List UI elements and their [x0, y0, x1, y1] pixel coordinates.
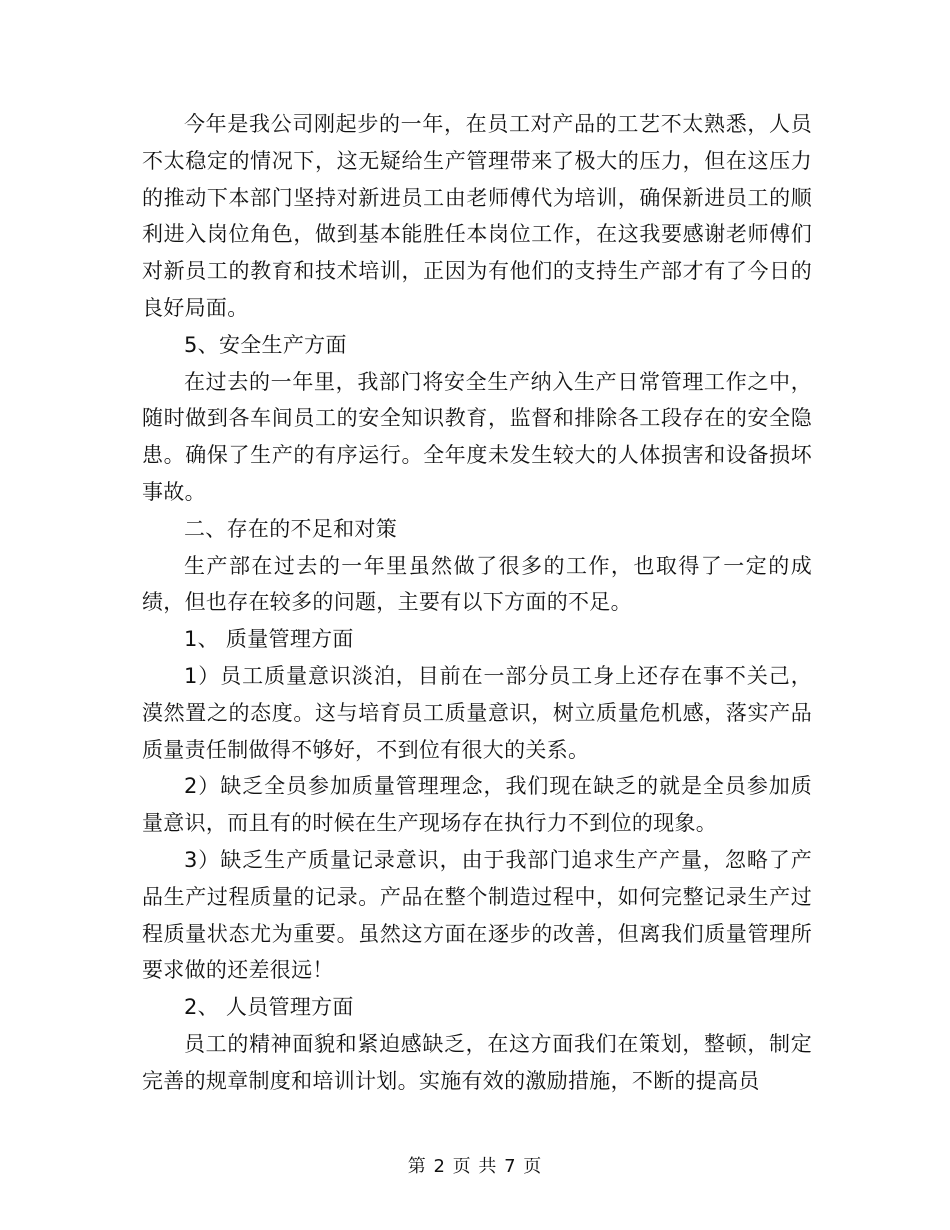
- document-body: [142, 106, 812, 1100]
- paragraph-quality-point-3: 3）缺乏生产质量记录意识，由于我部门追求生产产量，忽略了产品生产过程质量的记录。产品在整个制造过程中，如何完整记录生产过程质量状态尤为重要。虽然这方面在逐步的改善，但离我们质量管理所要求做的还差很远！: [142, 847, 812, 983]
- heading-shortcomings: 二、存在的不足和对策: [184, 516, 397, 541]
- heading-personnel-management: 2、 人员管理方面: [184, 995, 354, 1020]
- heading-quality-management: 1、 质量管理方面: [184, 627, 354, 652]
- heading-safety-production: 5、安全生产方面: [184, 332, 347, 357]
- paragraph-quality-point-2: 2）缺乏全员参加质量管理理念，我们现在缺乏的就是全员参加质量意识，而且有的时候在生产现场存在执行力不到位的现象。: [142, 774, 812, 836]
- paragraph-personnel: 员工的精神面貌和紧迫感缺乏，在这方面我们在策划，整顿，制定完善的规章制度和培训计划。实施有效的激励措施，不断的提高员: [142, 1031, 812, 1093]
- paragraph-safety: 在过去的一年里，我部门将安全生产纳入生产日常管理工作之中，随时做到各车间员工的安全知识教育，监督和排除各工段存在的安全隐患。确保了生产的有序运行。全年度未发生较大的人体损害和设备损坏事故。: [142, 369, 812, 504]
- paragraph-intro: 今年是我公司刚起步的一年，在员工对产品的工艺不太熟悉，人员不太稳定的情况下，这无疑给生产管理带来了极大的压力，但在这压力的推动下本部门坚持对新进员工由老师傅代为培训，确保新进员工的顺利进入岗位角色，做到基本能胜任本岗位工作，在这我要感谢老师傅们对新员工的教育和技术培训，正因为有他们的支持生产部才有了今日的良好局面。: [142, 112, 812, 320]
- paragraph-shortcomings-summary: 生产部在过去的一年里虽然做了很多的工作，也取得了一定的成绩，但也存在较多的问题，主要有以下方面的不足。: [142, 553, 812, 615]
- page-number-footer: 第 2 页 共 7 页: [407, 1156, 543, 1177]
- paragraph-quality-point-1: 1）员工质量意识淡泊，目前在一部分员工身上还存在事不关己，漠然置之的态度。这与培育员工质量意识，树立质量危机感，落实产品质量责任制做得不够好，不到位有很大的关系。: [142, 663, 812, 762]
